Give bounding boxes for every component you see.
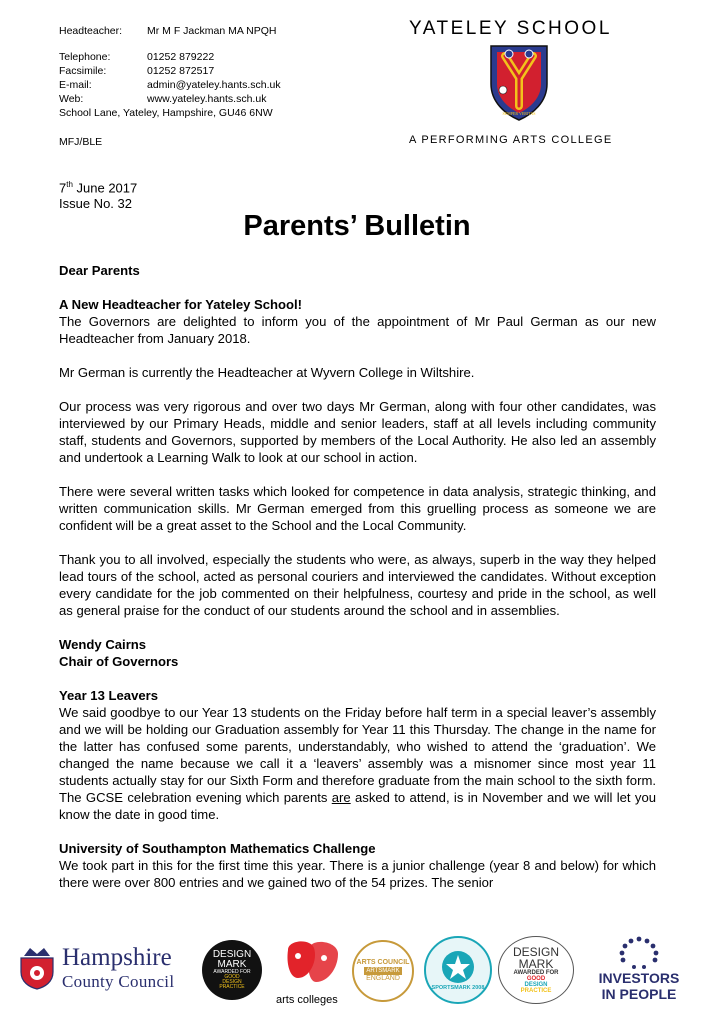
- leavers-paragraph: [59, 704, 656, 823]
- web-label: Web:: [59, 93, 84, 105]
- headteacher-paragraph-4: There were several written tasks which looked for competence in data analysis, strategic thinking, and written communication skills. Mr German emerged from this gruelling process as someone we are confident will be a great asset to the School and the Local Community.: [59, 484, 656, 533]
- design-mark-1-line-4: GOOD: [224, 974, 240, 980]
- school-address: School Lane, Yateley, Hampshire, GU46 6NW: [59, 107, 273, 119]
- hampshire-line-1: Hampshire: [62, 944, 172, 971]
- investors-in-people-logo: [584, 936, 694, 1016]
- arts-council-bottom: ENGLAND: [366, 975, 400, 983]
- arts-council-mid: ARTSMARK: [366, 967, 400, 974]
- crest-key-right: [525, 50, 533, 58]
- design-mark-2-line-6: PRACTICE: [520, 988, 552, 994]
- design-mark-2-line-3: AWARDED FOR: [513, 970, 559, 976]
- leavers-text-before: We said goodbye to our Year 13 students on the Friday before half term in a special leaver’s assembly and we will be holding our Graduation assembly for Year 11 this Thursday. The change in the name for the latter has confused some parents, understandably, who wished to attend the ‘graduation’. We changed the name because we call it a ‘leavers’ assembly was a misnomer since most year 11 students actually stay for our Sixth Form and therefore graduate from the main school to the sixth form. The GCSE celebration evening which parents: [59, 705, 656, 805]
- headteacher-label: Headteacher:: [59, 25, 123, 37]
- contact-block: [59, 24, 281, 120]
- design-mark-2-line-5: DESIGN: [524, 982, 548, 988]
- arts-council-top: ARTS COUNCIL: [356, 959, 410, 967]
- email-label: E-mail:: [59, 79, 92, 91]
- arts-colleges-mask-icon: [280, 938, 344, 988]
- headteacher-value: Mr M F Jackman MA NPQH: [147, 25, 277, 37]
- email-row: [59, 78, 281, 92]
- crest-key-left: [505, 50, 513, 58]
- design-mark-2-line-4: GOOD: [526, 976, 546, 982]
- headteacher-paragraph-3: Our process was very rigorous and over two days Mr German, along with four other candidates, was interviewed by our Primary Heads, middle and senior leaders, staff at all levels including community staff, students and Governors, supported by members of the Local Authority. He also led an assembly and undertook a Learning Walk to look at our school in action.: [59, 399, 656, 465]
- date-suffix: th: [66, 180, 73, 189]
- investors-line-2: IN PEOPLE: [601, 986, 677, 1002]
- sportsmark-label: SPORTSMARK 2008: [431, 984, 485, 991]
- facsimile-label: Facsimile:: [59, 65, 107, 77]
- signoff-role: Chair of Governors: [59, 654, 179, 669]
- sportsmark-star-icon: [441, 950, 475, 984]
- web-value[interactable]: www.yateley.hants.sch.uk: [147, 93, 267, 105]
- leavers-heading: Year 13 Leavers: [59, 688, 159, 703]
- design-mark-2-line-1: DESIGN: [512, 945, 559, 959]
- page-title: Parents’ Bulletin: [243, 210, 471, 242]
- hampshire-crest-icon: [18, 946, 56, 990]
- headteacher-paragraph-2: Mr German is currently the Headteacher at Wyvern College in Wiltshire.: [59, 365, 475, 380]
- arts-council-logo: [352, 940, 414, 1002]
- headteacher-row: [59, 24, 281, 38]
- date-day: 7: [59, 180, 67, 196]
- facsimile-row: [59, 64, 281, 78]
- design-mark-1-line-6: PRACTICE: [219, 984, 245, 990]
- investors-line-1: INVESTORS: [598, 970, 680, 986]
- design-mark-logo-1: [202, 940, 262, 1000]
- sportsmark-logo: [424, 936, 492, 1004]
- telephone-value: 01252 879222: [147, 51, 215, 63]
- investors-wreath-icon: [617, 936, 661, 970]
- hampshire-county-council-logo: [18, 944, 196, 996]
- arts-colleges-logo: [274, 938, 350, 1012]
- issue-number: Issue No. 32: [59, 196, 132, 212]
- maths-heading: University of Southampton Mathematics Challenge: [59, 841, 376, 856]
- crest-rose: [499, 86, 507, 94]
- reference-code: MFJ/BLE: [59, 136, 103, 148]
- design-mark-1-line-5: DESIGN: [222, 979, 242, 985]
- bulletin-date: [59, 177, 137, 196]
- hampshire-line-2: County Council: [62, 972, 175, 991]
- design-mark-2-line-2: MARK: [518, 957, 554, 971]
- college-tagline: A PERFORMING ARTS COLLEGE: [409, 134, 613, 146]
- facsimile-value: 01252 872517: [147, 65, 215, 77]
- headteacher-paragraph-5: Thank you to all involved, especially the students who were, as always, superb in the way they helped lead tours of the school, acted as personal couriers and interviewed the candidates. Without exception every candidate for the job commented on their helpfulness, courtesy and pride in the school, as well as general praise for the conduct of our students around the school and in assemblies.: [59, 552, 656, 618]
- email-value[interactable]: admin@yateley.hants.sch.uk: [147, 79, 281, 91]
- footer-logos: [0, 930, 724, 1024]
- design-mark-1-line-1: DESIGN: [212, 949, 252, 960]
- maths-paragraph: We took part in this for the first time this year. There is a junior challenge (year 8 and below) for which there were over 800 entries and we gained two of the 54 prizes. The senior: [59, 858, 656, 890]
- telephone-label: Telephone:: [59, 51, 111, 63]
- leavers-text-after: asked to attend, is in November and we will let you know the date in good time.: [59, 790, 657, 822]
- crest-motto: SEMPER VERITAS: [502, 111, 536, 116]
- design-mark-logo-2: [498, 936, 574, 1004]
- salutation: Dear Parents: [59, 263, 140, 278]
- school-crest-icon: [487, 42, 551, 122]
- headteacher-heading: A New Headteacher for Yateley School!: [59, 297, 303, 312]
- design-mark-1-line-2: MARK: [217, 959, 247, 970]
- bulletin-date-block: [59, 177, 137, 212]
- arts-colleges-label: arts colleges: [276, 994, 338, 1006]
- signoff-name: Wendy Cairns: [59, 637, 147, 652]
- bulletin-body: [59, 262, 656, 891]
- web-row: [59, 92, 281, 106]
- headteacher-paragraph-1: The Governors are delighted to inform you of the appointment of Mr Paul German as our new Headteacher from January 2018.: [59, 314, 656, 346]
- telephone-row: [59, 50, 281, 64]
- date-rest: June 2017: [72, 180, 138, 196]
- design-mark-1-line-3: AWARDED FOR: [213, 969, 251, 975]
- leavers-text-underlined: are: [331, 790, 351, 805]
- school-name: YATELEY SCHOOL: [409, 18, 612, 39]
